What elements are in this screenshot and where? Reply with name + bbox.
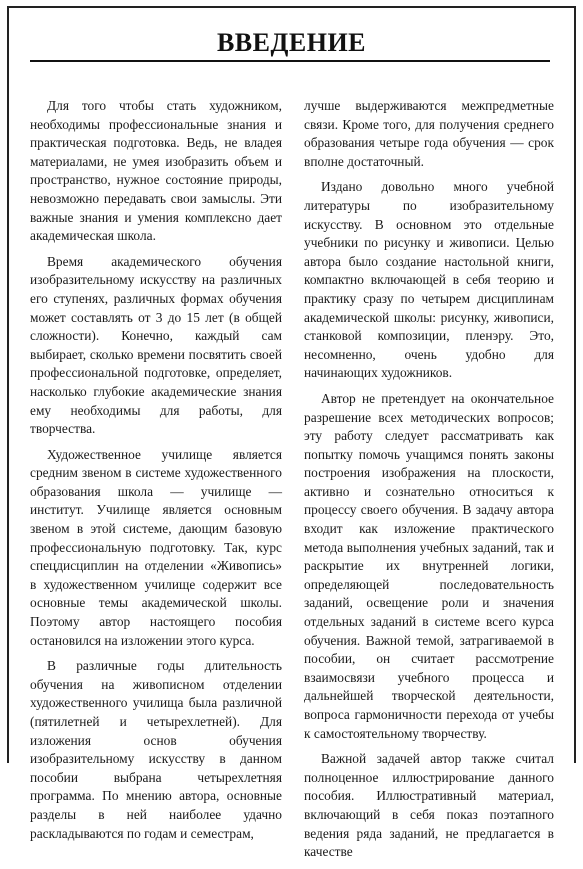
paragraph: Автор не претендует на окончательное разрешение всех методических вопросов; эту работу следует рассматривать как попытку помочь учащимся понять законы построения изображения на плоскости, активно и сознательно относиться к процессу своего обучения. В задачу автора входит как изложение практического метода выполнения учебных заданий, так и раскрытие их внутренней логики, определяющей последовательность заданий, освещение роли и значения отдельных заданий в системе всего курса обучения. Важной темой, затрагиваемой в пособии, он считает рассмотрение взаимосвязи учебного процесса и дальнейшей творческой деятельности, вопроса гармоничности перехода от учебы к самостоятельному творчеству. (304, 390, 554, 741)
title-rule (30, 60, 550, 62)
paragraph-continuation: лучше выдерживаются межпредметные связи. Кроме того, для получения среднего образования четыре года обучения — срок вполне достаточный. (304, 98, 554, 169)
paragraph: Художественное училище является средним звеном в системе художественного образования школа — училище — институт. Училище является основным звеном в этой системе, дающим базовую профессиональную подготовку. Так, курс спецдисциплин на отделении «Живопись» в художественном училище содержит все основные темы академической школы. Поэтому автор настоящего пособия остановился на изложении этого курса. (30, 446, 282, 648)
paragraph: Время академического обучения изобразительному искусству на различных его ступенях, различных формах обучения может составлять от 3 до 15 лет (в общей сложности). Конечно, каждый сам выбирает, сколько времени посвятить своей профессиональной подготовке, определяет, насколько глубокие академические знания ему необходимы для работы, для творчества. (30, 253, 282, 437)
left-column (30, 97, 282, 850)
paragraph: Издано довольно много учебной литературы по изобразительному искусству. В основном это отдельные учебники по рисунку и живописи. Целью автора было создание настольной книги, компактно включающей в себя теорию и практику сразу по четырем дисциплинам академической школы: рисунку, живописи, станковой композиции, пленэру. Это, несомненно, очень удобно для начинающих художников. (304, 179, 554, 381)
right-column (304, 97, 554, 869)
paragraph: Для того чтобы стать художником, необходимы профессиональные знания и практическая подготовка. Ведь, не владея материалами, не умея изобразить объем и пространство, нужное состояние природы, невозможно передавать свои замыслы. Эти важные знания и умения комплексно дает академическая школа. (30, 98, 282, 244)
paragraph: В различные годы длительность обучения на живописном отделении художественного училища была различной (пятилетней и четырехлетней). Для изложения основ обучения изобразительному искусству в данном пособии выбрана четырехлетняя программа. По мнению автора, основные разделы в ней наиболее удачно раскладываются по годам и семестрам, (30, 658, 282, 841)
page-title: ВВЕДЕНИЕ (216, 28, 367, 57)
paragraph: Важной задачей автор также считал полноценное иллюстрирование данного пособия. Иллюстративный материал, включающий в себя показ поэтапного ведения ряда заданий, не предлагается в качестве (304, 751, 554, 860)
